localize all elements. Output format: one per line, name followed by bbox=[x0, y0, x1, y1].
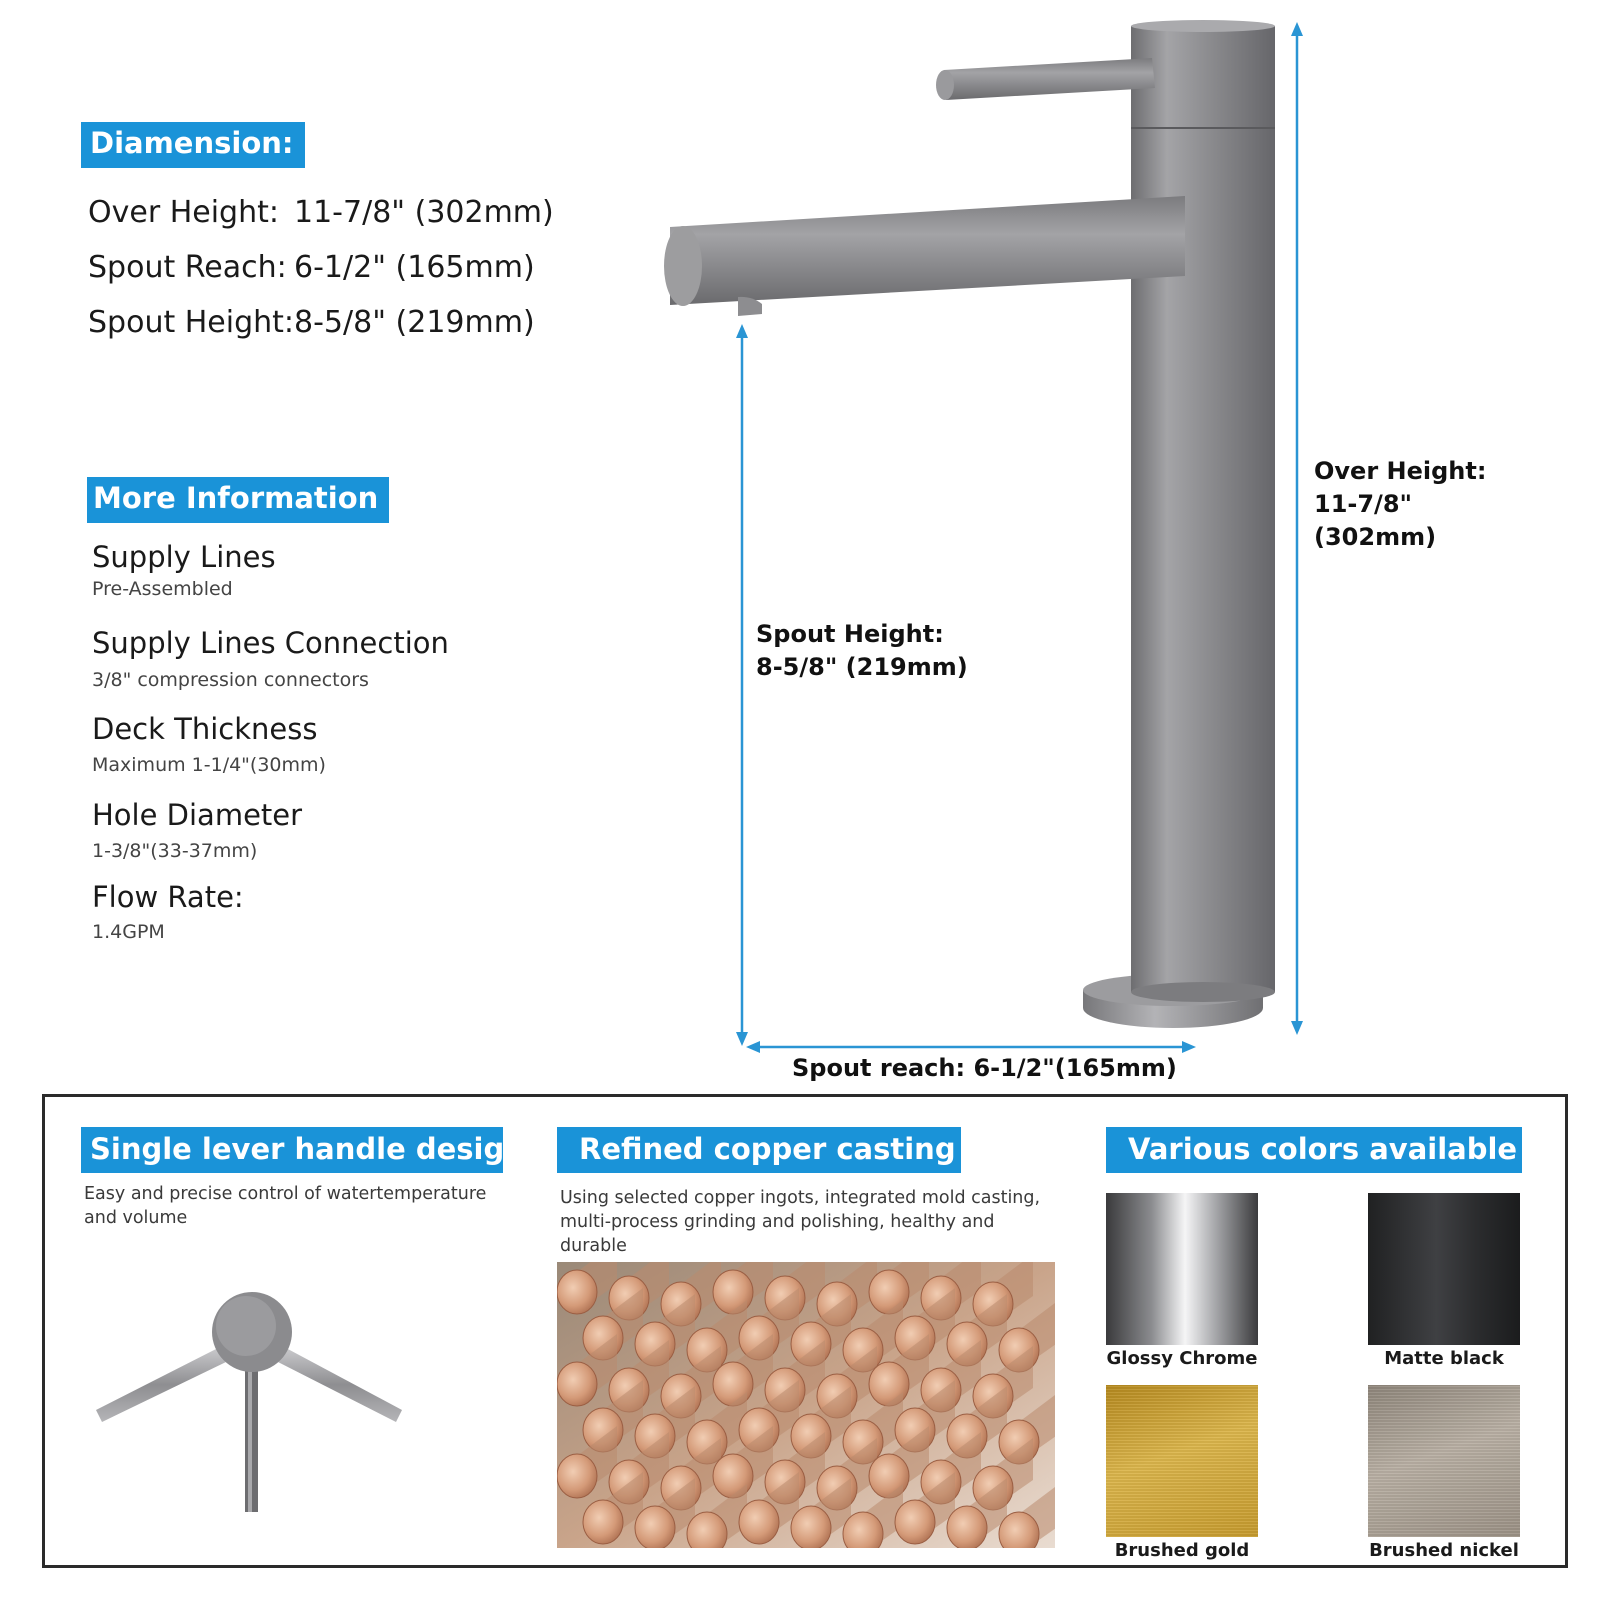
swatch-brushed-gold bbox=[1106, 1385, 1258, 1537]
lever-feature-desc: Easy and precise control of watertemperature and volume bbox=[84, 1184, 487, 1228]
info-title-flow-rate: Flow Rate: bbox=[92, 880, 244, 914]
swatch-label: Brushed gold bbox=[1114, 1540, 1250, 1561]
arrow-icon bbox=[1291, 1021, 1303, 1035]
swatch-brushed-nickel bbox=[1368, 1385, 1520, 1537]
info-title-hole-diameter: Hole Diameter bbox=[92, 798, 303, 832]
swatch-label: Brushed nickel bbox=[1369, 1540, 1519, 1561]
lever-feature-header: Single lever handle design bbox=[81, 1127, 503, 1173]
lever-handle-image bbox=[90, 1270, 430, 1520]
arrow-icon bbox=[746, 1041, 760, 1053]
copper-feature-header: Refined copper casting bbox=[557, 1127, 961, 1173]
swatch-label: Matte black bbox=[1384, 1348, 1504, 1369]
dim-value: 11-7/8" (302mm) bbox=[294, 195, 554, 230]
info-title-supply-lines-connection: Supply Lines Connection bbox=[92, 626, 449, 660]
faucet-spout bbox=[670, 196, 1185, 305]
callout-line: Over Height: bbox=[1314, 457, 1487, 485]
dim-value: 8-5/8" (219mm) bbox=[294, 305, 535, 340]
dim-label: Spout Height: bbox=[88, 305, 295, 340]
info-value-supply-lines-connection: 3/8" compression connectors bbox=[92, 669, 369, 691]
copper-ingot bbox=[557, 1362, 597, 1406]
dim-label: Over Height: bbox=[88, 195, 279, 230]
arrow-icon bbox=[1182, 1041, 1196, 1053]
copper-ingot bbox=[739, 1500, 779, 1544]
info-value-supply-lines: Pre-Assembled bbox=[92, 578, 233, 600]
copper-ingot bbox=[635, 1506, 675, 1548]
more-info-header: More Information bbox=[87, 477, 389, 523]
arrow-icon bbox=[736, 1032, 748, 1046]
dim-value: 6-1/2" (165mm) bbox=[294, 250, 535, 285]
callout-line: 8-5/8" (219mm) bbox=[756, 653, 968, 681]
callout-line: Spout Height: bbox=[756, 620, 944, 648]
callout-line: (302mm) bbox=[1314, 523, 1437, 551]
copper-ingot bbox=[791, 1506, 831, 1548]
info-value-hole-diameter: 1-3/8"(33-37mm) bbox=[92, 840, 258, 862]
copper-ingot bbox=[557, 1454, 597, 1498]
colors-feature-header: Various colors available bbox=[1106, 1127, 1522, 1173]
spout-reach-callout: Spout reach: 6-1/2"(165mm) bbox=[792, 1054, 1177, 1082]
swatch-glossy-chrome bbox=[1106, 1193, 1258, 1345]
copper-ingot bbox=[895, 1500, 935, 1544]
callout-line: 11-7/8" bbox=[1314, 490, 1413, 518]
info-title-deck-thickness: Deck Thickness bbox=[92, 712, 318, 746]
copper-ingot bbox=[947, 1506, 987, 1548]
dim-label: Spout Reach: bbox=[88, 250, 287, 285]
copper-ingots-image bbox=[557, 1262, 1055, 1548]
info-title-supply-lines: Supply Lines bbox=[92, 540, 276, 574]
copper-feature-desc: Using selected copper ingots, integrated mold casting, multi-process grinding and polishing, healthy and durable bbox=[560, 1188, 1041, 1256]
copper-ingot bbox=[583, 1500, 623, 1544]
copper-ingot bbox=[557, 1270, 597, 1314]
arrow-icon bbox=[736, 324, 748, 338]
spout-height-callout bbox=[756, 618, 968, 684]
swatch-label: Glossy Chrome bbox=[1106, 1348, 1258, 1369]
info-value-deck-thickness: Maximum 1-1/4"(30mm) bbox=[92, 754, 326, 776]
faucet-spout-tip bbox=[664, 226, 702, 306]
swatch-matte-black bbox=[1368, 1193, 1520, 1345]
faucet-lever bbox=[944, 58, 1155, 100]
dimension-header: Diamension: bbox=[81, 122, 305, 168]
over-height-callout bbox=[1314, 455, 1486, 554]
info-value-flow-rate: 1.4GPM bbox=[92, 921, 165, 943]
arrow-icon bbox=[1291, 22, 1303, 36]
